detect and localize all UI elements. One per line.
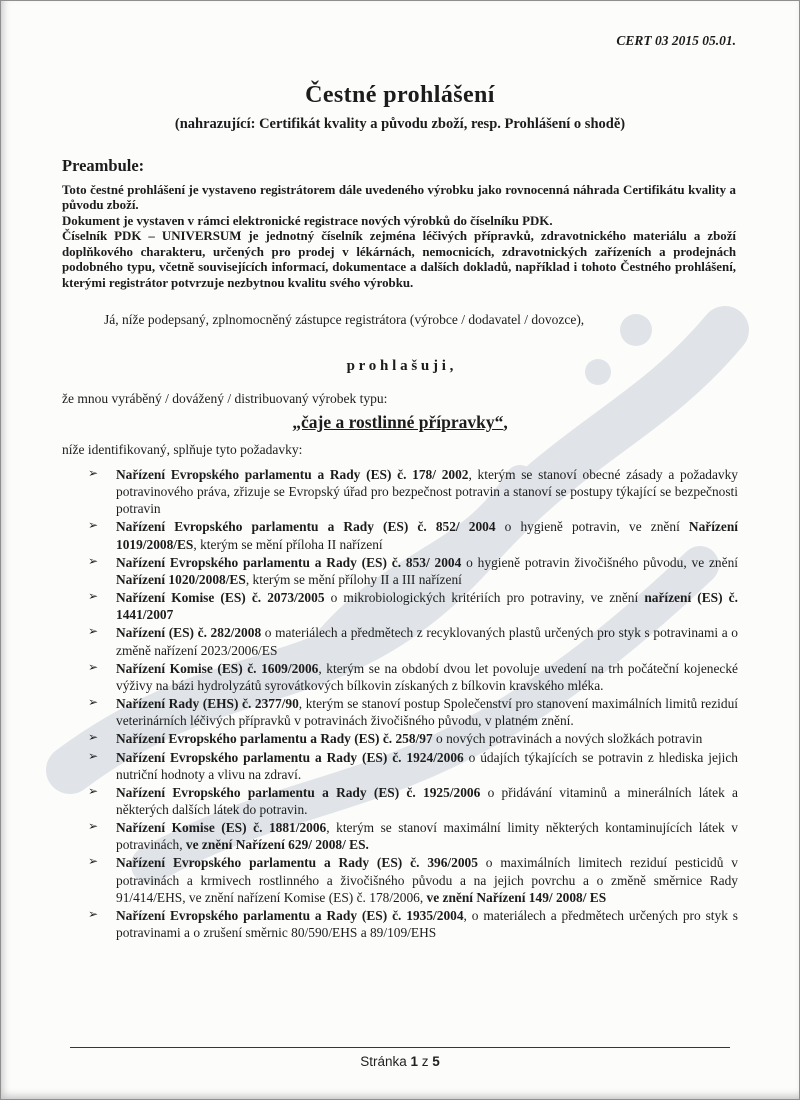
text: , kterým se mění příloha II nařízení — [193, 536, 383, 552]
preamble-paragraph: Číselník PDK – UNIVERSUM je jednotný číselník zejména léčivých přípravků, zdravotnického materiálu a zboží doplňkového charakteru, určených pro prodej v lékárnách, nemocnicích, zdravotnických zařízeních a prodejnách podobného typu, včetně souvisejících informací, dokumentace a dalších dokladů, například i tohoto Čestného prohlášení, kterými registrátor potvrzuje nezbytnou kvalitu svého výrobku. — [62, 229, 736, 290]
requirement-item — [88, 554, 738, 588]
requirement-text — [116, 785, 738, 817]
bold-text: nařízení (ES) č. 1441/2007 — [116, 590, 738, 623]
text: o mikrobiologických kritériích pro potraviny, ve znění — [324, 590, 645, 606]
requirements-list — [88, 466, 738, 942]
requirement-text — [116, 731, 702, 746]
requirement-item — [88, 518, 738, 552]
bold-text: Nařízení Evropského parlamentu a Rady (ES) č. 852/ 2004 — [116, 519, 496, 535]
preamble-heading: Preambule: — [62, 156, 145, 175]
requirements-intro: níže identifikovaný, splňuje tyto požadavky: — [62, 442, 303, 457]
bold-text: Nařízení Evropského parlamentu a Rady (ES) č. 258/97 — [116, 731, 433, 747]
bold-text: Nařízení Komise (ES) č. 2073/2005 — [116, 590, 325, 606]
requirement-item — [88, 624, 738, 658]
text: o materiálech a předmětech z recyklovaných plastů určených pro styk s potravinami a o změně nařízení 2023/2006/ES — [116, 625, 738, 658]
text: , kterým se stanoví obecné zásady a požadavky potravinového práva, zřizuje se Evropský úřad pro bezpečnost potravin a stanoví se postupy týkající se bezpečnosti potravin — [116, 467, 739, 517]
bold-text: Nařízení Evropského parlamentu a Rady (ES) č. 1935/2004 — [116, 907, 464, 923]
document-reference: CERT 03 2015 05.01. — [616, 33, 736, 48]
preamble-paragraph: Dokument je vystaven v rámci elektronické registrace nových výrobků do číselníku PDK. — [62, 213, 553, 228]
requirement-text — [116, 855, 738, 904]
product-type — [0, 412, 800, 433]
bold-text: Nařízení 1020/2008/ES — [116, 571, 246, 587]
requirement-item — [88, 730, 738, 747]
text: o maximálních limitech reziduí pesticidů v potravinách a krmivech rostlinného a živočišného původu a na jejich povrchu a o změně směrnice Rady 91/414/EHS, ve znění nařízení Komise (ES) č. 178/2006, — [116, 855, 738, 905]
product-intro: že mnou vyráběný / dovážený / distribuovaný výrobek typu: — [62, 391, 388, 406]
text: , o materiálech a předmětech určených pro styk s potravinami a o zrušení směrnic 80/590/EHS a 89/109/EHS — [116, 907, 738, 941]
preamble-paragraphs — [62, 183, 736, 291]
requirement-item — [88, 784, 738, 818]
text: , kterým se mění přílohy II a III nařízení — [245, 571, 462, 587]
bold-text: ve znění Nařízení 149/ 2008/ ES — [426, 889, 607, 905]
requirement-text — [116, 696, 738, 728]
bold-text: Nařízení Komise (ES) č. 1881/2006 — [116, 820, 327, 836]
arrow-bullet-icon: ➢ — [88, 730, 99, 745]
text: , kterým se na období dvou let povoluje uvedení na trh počáteční kojenecké výživy na bázi hydrolyzátů syrovátkových bílkovin získaných z bílkovin kravského mléka. — [116, 660, 738, 693]
requirement-item — [88, 819, 738, 853]
text: Stránka — [360, 1054, 411, 1069]
arrow-bullet-icon: ➢ — [88, 783, 99, 798]
requirement-item — [88, 466, 738, 517]
text: o přidávání vitaminů a minerálních látek a některých dalších látek do potravin. — [116, 784, 738, 817]
bold-text: Nařízení Komise (ES) č. 1609/2006 — [116, 660, 319, 676]
requirement-item — [88, 660, 738, 694]
requirement-text — [116, 908, 738, 940]
text: , kterým se stanoví maximální limity některých kontaminujících látek v potravinách, — [116, 820, 738, 853]
footer-divider — [70, 1047, 730, 1048]
bold-text: Nařízení Evropského parlamentu a Rady (ES) č. 853/ 2004 — [116, 554, 462, 570]
text: o hygieně potravin živočišného původu, ve znění — [461, 554, 738, 570]
requirement-item — [88, 695, 738, 729]
requirement-item — [88, 589, 738, 623]
bold-text: Nařízení Evropského parlamentu a Rady (ES) č. 178/ 2002 — [116, 467, 469, 482]
arrow-bullet-icon: ➢ — [88, 624, 99, 639]
bold-text: „čaje a rostlinné přípravky“ — [292, 412, 504, 432]
arrow-bullet-icon: ➢ — [88, 854, 99, 869]
bold-text: 1 — [410, 1054, 418, 1069]
bold-text: ve znění Nařízení 629/ 2008/ ES. — [185, 837, 369, 853]
arrow-bullet-icon: ➢ — [88, 748, 99, 763]
bold-text: , — [503, 412, 508, 432]
declaration-intro: Já, níže podepsaný, zplnomocněný zástupce registrátora (výrobce / dodavatel / dovozce), — [104, 312, 585, 327]
document-subtitle: (nahrazující: Certifikát kvality a původu zboží, resp. Prohlášení o shodě) — [174, 116, 626, 132]
arrow-bullet-icon: ➢ — [88, 819, 99, 834]
requirement-item — [88, 907, 738, 941]
arrow-bullet-icon: ➢ — [88, 466, 99, 480]
requirement-text — [116, 661, 738, 693]
requirement-item — [88, 854, 738, 905]
bold-text: Nařízení Evropského parlamentu a Rady (ES) č. 396/2005 — [116, 855, 478, 871]
arrow-bullet-icon: ➢ — [88, 659, 99, 674]
requirement-text — [116, 590, 738, 622]
bold-text: Nařízení Rady (EHS) č. 2377/90 — [116, 696, 299, 712]
bold-text: Nařízení Evropského parlamentu a Rady (ES) č. 1925/2006 — [116, 784, 481, 800]
page-number — [0, 1054, 800, 1069]
arrow-bullet-icon: ➢ — [88, 553, 99, 568]
requirement-text — [116, 467, 738, 516]
arrow-bullet-icon: ➢ — [88, 518, 99, 533]
requirement-text — [116, 625, 738, 657]
text: , kterým se stanoví postup Společenství pro stanovení maximálních limitů reziduí veterinárních léčivých přípravků v potravinách živočišného původu, v platném znění. — [116, 696, 738, 729]
bold-text: 5 — [432, 1054, 440, 1069]
arrow-bullet-icon: ➢ — [88, 589, 99, 604]
bold-text: Nařízení (ES) č. 282/2008 — [116, 625, 262, 641]
requirement-text — [116, 519, 738, 551]
text: o údajích týkajících se potravin z hlediska jejich nutriční hodnoty a vlivu na zdraví. — [116, 749, 739, 782]
arrow-bullet-icon: ➢ — [88, 906, 99, 921]
bold-text: Nařízení Evropského parlamentu a Rady (ES) č. 1924/2006 — [116, 749, 464, 765]
arrow-bullet-icon: ➢ — [88, 695, 99, 710]
requirement-text — [116, 555, 738, 587]
declare-word: p r o h l a š u j i , — [346, 358, 454, 374]
requirement-text — [116, 750, 738, 782]
preamble-section — [62, 156, 736, 291]
requirement-item — [88, 749, 738, 783]
text: o hygieně potravin, ve znění — [495, 519, 689, 535]
text: z — [418, 1054, 433, 1069]
preamble-paragraph: Toto čestné prohlášení je vystaveno registrátorem dále uvedeného výrobku jako rovnocenná náhrada Certifikátu kvality a původu zboží. — [62, 183, 736, 213]
text: o nových potravinách a nových složkách potravin — [432, 731, 703, 747]
bold-text: Nařízení 1019/2008/ES — [116, 519, 738, 552]
document-title: Čestné prohlášení — [305, 82, 495, 108]
requirement-text — [116, 820, 738, 852]
